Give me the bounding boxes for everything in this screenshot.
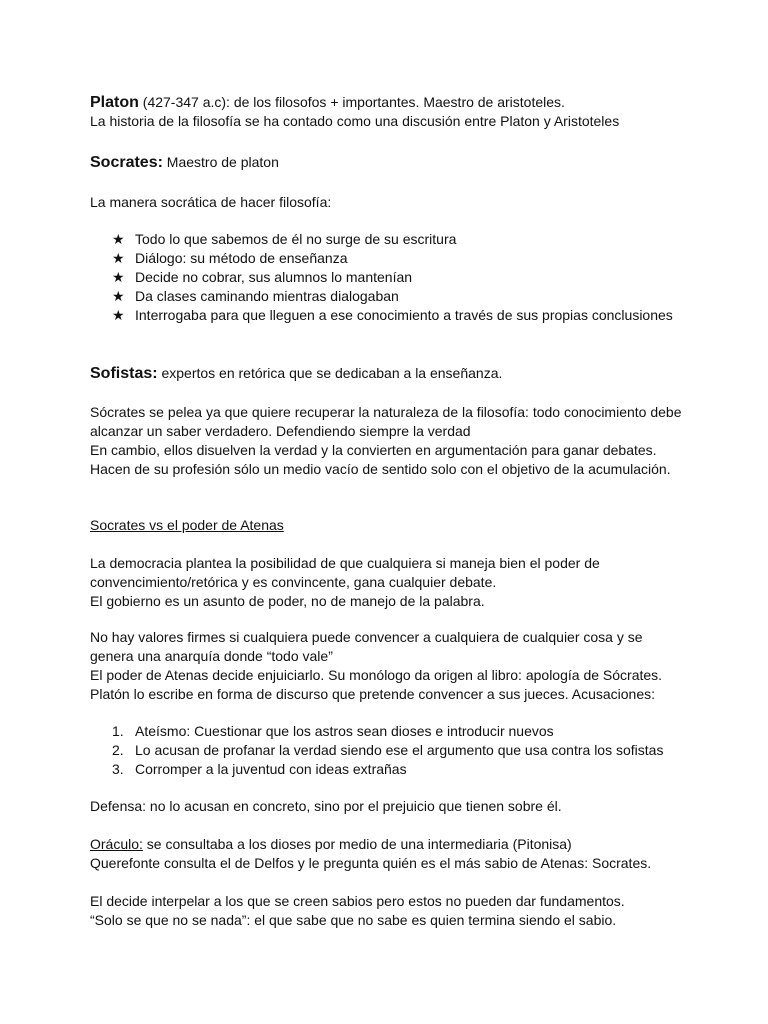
star-icon: ★ bbox=[112, 269, 125, 285]
socrates-description: Maestro de platon bbox=[162, 154, 279, 170]
sofistas-section bbox=[90, 364, 690, 383]
list-number: 2. bbox=[112, 742, 124, 758]
list-number: 3. bbox=[112, 761, 124, 777]
paragraph-line: En cambio, ellos disuelven la verdad y la convierten en argumentación para ganar debates. bbox=[90, 442, 657, 458]
list-item: ★ Da clases caminando mientras dialogaban bbox=[112, 288, 399, 304]
list-item: ★ Interrogaba para que lleguen a ese conocimiento a través de sus propias conclusiones bbox=[112, 307, 673, 323]
paragraph-line: El decide interpelar a los que se creen sabios pero estos no pueden dar fundamentos. bbox=[90, 893, 625, 909]
platon-heading: Platon bbox=[90, 94, 139, 111]
list-item: ★ Todo lo que sabemos de él no surge de su escritura bbox=[112, 231, 457, 247]
oraculo-label: Oráculo: bbox=[90, 836, 143, 852]
atenas-section-title: Socrates vs el poder de Atenas bbox=[90, 517, 284, 533]
paragraph-line: Platón lo escribe en forma de discurso que pretende convencer a sus jueces. Acusaciones: bbox=[90, 686, 655, 702]
platon-line-1 bbox=[90, 93, 690, 112]
socrates-intro: La manera socrática de hacer filosofía: bbox=[90, 194, 332, 210]
oraculo-line-1: Oráculo: se consultaba a los dioses por medio de una intermediaria (Pitonisa) bbox=[90, 836, 572, 852]
oraculo-section bbox=[90, 835, 690, 873]
star-icon: ★ bbox=[112, 288, 125, 304]
paragraph-line: convencimiento/retórica y es convincente, gana cualquier debate. bbox=[90, 574, 497, 590]
sofistas-heading: Sofistas: bbox=[90, 365, 158, 382]
atenas-paragraph-1 bbox=[90, 554, 690, 611]
paragraph-line: Hacen de su profesión sólo un medio vacío de sentido solo con el objetivo de la acumulación. bbox=[90, 461, 671, 477]
sofistas-description: expertos en retórica que se dedicaban a la enseñanza. bbox=[157, 365, 503, 381]
list-item: ★ Diálogo: su método de enseñanza bbox=[112, 250, 348, 266]
socrates-heading: Socrates: bbox=[90, 154, 163, 171]
paragraph-line: “Solo se que no se nada”: el que sabe que no sabe es quien termina siendo el sabio. bbox=[90, 912, 617, 928]
accusations-list bbox=[112, 722, 692, 779]
paragraph-line: El gobierno es un asunto de poder, no de manejo de la palabra. bbox=[90, 593, 485, 609]
defensa-line: Defensa: no lo acusan en concreto, sino por el prejuicio que tienen sobre él. bbox=[90, 798, 562, 814]
atenas-paragraph-2 bbox=[90, 628, 690, 704]
sofistas-line bbox=[90, 364, 690, 383]
star-icon: ★ bbox=[112, 231, 125, 247]
socrates-section bbox=[90, 153, 690, 172]
list-item: 1. Ateísmo: Cuestionar que los astros sean dioses e introducir nuevos bbox=[112, 723, 554, 739]
paragraph-line: La democracia plantea la posibilidad de que cualquiera si maneja bien el poder de bbox=[90, 555, 600, 571]
platon-line-2: La historia de la filosofía se ha contado como una discusión entre Platon y Aristoteles bbox=[90, 113, 620, 129]
platon-section bbox=[90, 93, 690, 131]
oraculo-line-2: Querefonte consulta el de Delfos y le pregunta quién es el más sabio de Atenas: Socrates. bbox=[90, 855, 652, 871]
socrates-bullet-list bbox=[112, 230, 692, 325]
list-number: 1. bbox=[112, 723, 124, 739]
list-item: 3. Corromper a la juventud con ideas extrañas bbox=[112, 761, 407, 777]
sofistas-paragraph bbox=[90, 403, 690, 479]
final-paragraph bbox=[90, 892, 690, 930]
paragraph-line: genera una anarquía donde “todo vale” bbox=[90, 648, 333, 664]
list-item: ★ Decide no cobrar, sus alumnos lo mantenían bbox=[112, 269, 413, 285]
star-icon: ★ bbox=[112, 250, 125, 266]
star-icon: ★ bbox=[112, 307, 125, 323]
list-item: 2. Lo acusan de profanar la verdad siendo ese el argumento que usa contra los sofistas bbox=[112, 742, 664, 758]
socrates-line bbox=[90, 153, 690, 172]
paragraph-line: No hay valores firmes si cualquiera puede convencer a cualquiera de cualquier cosa y se bbox=[90, 629, 643, 645]
paragraph-line: alcanzar un saber verdadero. Defendiendo siempre la verdad bbox=[90, 423, 471, 439]
paragraph-line: El poder de Atenas decide enjuiciarlo. Su monólogo da origen al libro: apología de Sócrates. bbox=[90, 667, 663, 683]
platon-description: (427-347 a.c): de los filosofos + importantes. Maestro de aristoteles. bbox=[138, 94, 565, 110]
paragraph-line: Sócrates se pelea ya que quiere recuperar la naturaleza de la filosofía: todo conocimiento debe bbox=[90, 404, 682, 420]
